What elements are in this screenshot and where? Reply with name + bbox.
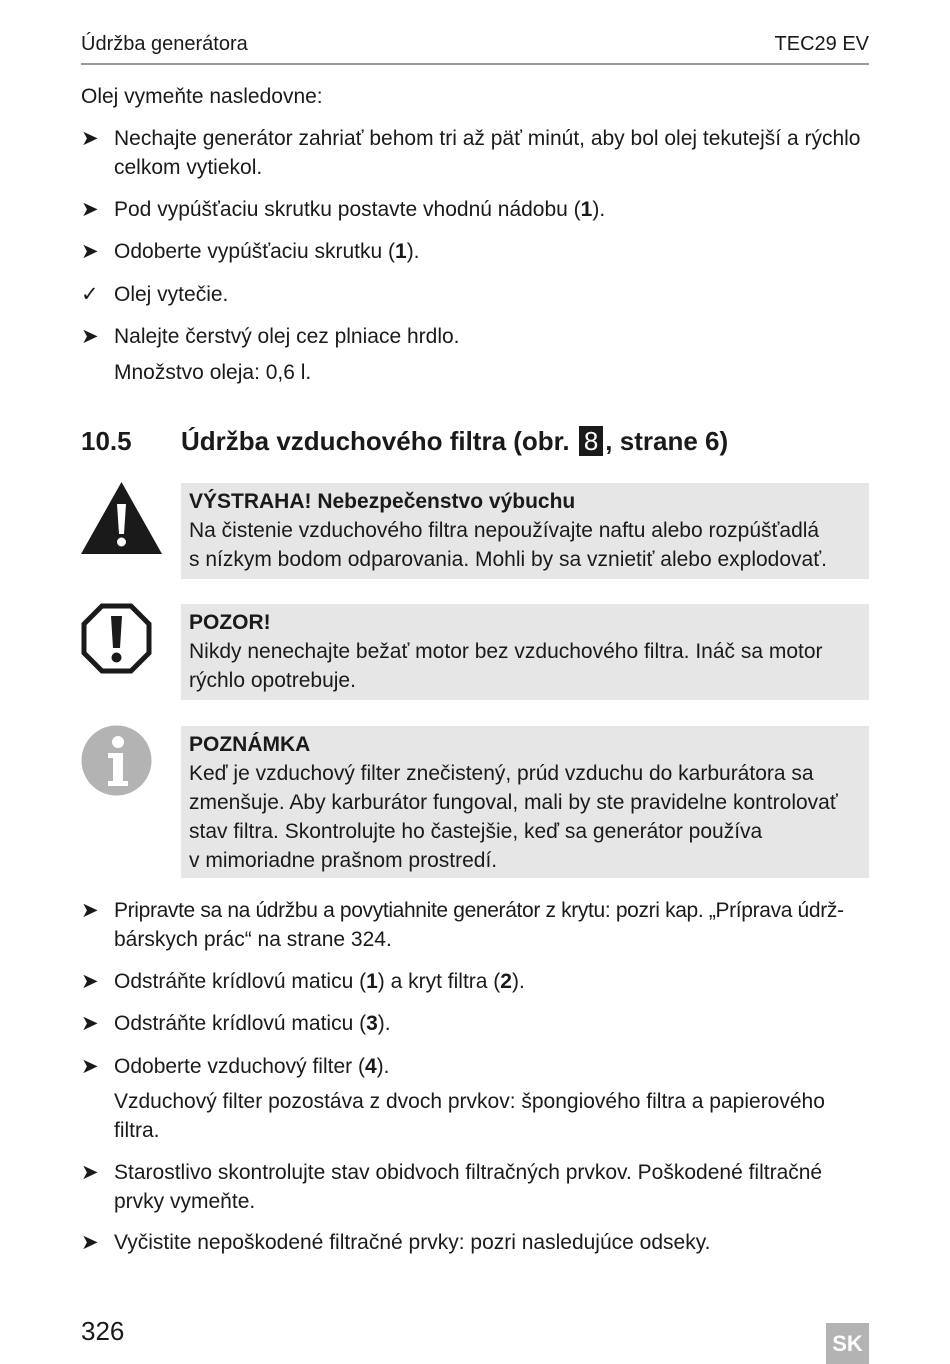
checkmark-icon: ✓ <box>81 283 99 306</box>
warning-title: VÝSTRAHA! Nebezpečenstvo výbuchu <box>189 490 576 513</box>
notice-line: v mimoriadne prašnom prostredí. <box>189 849 498 872</box>
notice-box <box>181 726 869 878</box>
notice-line: Keď je vzduchový filter znečistený, prúd vzduchu do karburátora sa <box>189 762 814 785</box>
arrow-bullet-icon: ➤ <box>81 240 99 263</box>
step-text: Odoberte vzduchový filter (4). <box>114 1055 390 1078</box>
step-prepare <box>81 896 871 954</box>
step-text: Odoberte vypúšťaciu skrutku (1). <box>114 240 420 263</box>
page-header-left: Údržba generátora <box>81 33 248 55</box>
step-text: Odstráňte krídlovú maticu (3). <box>114 1012 391 1035</box>
language-badge: SK <box>826 1323 869 1364</box>
oil-amount: Množstvo oleja: 0,6 l. <box>114 361 312 384</box>
section-number: 10.5 <box>81 426 132 456</box>
page-number: 326 <box>81 1316 125 1346</box>
caution-line: Nikdy nenechajte bežať motor bez vzduchového filtra. Ináč sa motor <box>189 640 823 663</box>
step-text: Nalejte čerstvý olej cez plniace hrdlo. <box>114 325 460 348</box>
arrow-bullet-icon: ➤ <box>81 1055 99 1078</box>
caution-line: rýchlo opotrebuje. <box>189 669 356 692</box>
arrow-bullet-icon: ➤ <box>81 198 99 221</box>
filter-description: Vzduchový filter pozostáva z dvoch prvkov: špongiového filtra a papierového filtra. <box>114 1090 825 1142</box>
warning-box <box>181 483 869 579</box>
section-title: Údržba vzduchového filtra (obr. 8 , strane 6) <box>181 426 729 456</box>
step-text: Odstráňte krídlovú maticu (1) a kryt filtra (2). <box>114 970 525 993</box>
arrow-bullet-icon: ➤ <box>81 325 99 348</box>
warning-line: s nízkym bodom odparovania. Mohli by sa vznietiť alebo explodovať. <box>189 548 827 571</box>
warning-triangle-icon <box>81 482 162 554</box>
arrow-bullet-icon: ➤ <box>81 127 99 150</box>
arrow-bullet-icon: ➤ <box>81 1161 99 1184</box>
notice-line: zmenšuje. Aby karburátor fungoval, mali by ste pravidelne kontrolovať <box>189 791 838 814</box>
step-text: Olej vytečie. <box>114 283 229 306</box>
figure-reference: 8 <box>579 426 603 456</box>
step-remove-filter <box>81 1052 871 1081</box>
step-text: Starostlivo skontrolujte stav obidvoch filtračných prvkov. Poškodené filtračné prvky vymeňte. <box>114 1161 823 1213</box>
step-fill-oil <box>81 322 871 351</box>
info-icon <box>81 725 152 796</box>
step-remove-wing-nut <box>81 1009 871 1038</box>
step-container <box>81 195 871 224</box>
notice-line: stav filtra. Skontrolujte ho častejšie, keď sa generátor používa <box>189 820 763 843</box>
caution-box <box>181 604 869 700</box>
notice-title: POZNÁMKA <box>189 733 311 756</box>
arrow-bullet-icon: ➤ <box>81 1012 99 1035</box>
caution-title: POZOR! <box>189 611 271 634</box>
step-remove-wing-nut-cover <box>81 967 871 996</box>
step-inspect <box>81 1158 871 1216</box>
header-rule <box>81 63 869 65</box>
result-oil-drains <box>81 280 871 309</box>
intro-text: Olej vymeňte nasledovne: <box>81 85 323 108</box>
arrow-bullet-icon: ➤ <box>81 899 99 922</box>
arrow-bullet-icon: ➤ <box>81 970 99 993</box>
step-warm-up <box>81 124 871 182</box>
step-text: Pod vypúšťaciu skrutku postavte vhodnú nádobu (1). <box>114 198 606 221</box>
warning-line: Na čistenie vzduchového filtra nepoužívajte naftu alebo rozpúšťadlá <box>189 519 820 542</box>
arrow-bullet-icon: ➤ <box>81 1231 99 1254</box>
step-text: Vyčistite nepoškodené filtračné prvky: pozri nasledujúce odseky. <box>114 1231 711 1254</box>
step-remove-screw <box>81 237 871 266</box>
page-header-right: TEC29 EV <box>774 33 869 55</box>
caution-octagon-icon <box>81 603 152 674</box>
step-text: Pripravte sa na údržbu a povytiahnite generátor z krytu: pozri kap. „Príprava údrž- bárskych prác“ na strane 324. <box>114 899 844 951</box>
step-text: Nechajte generátor zahriať behom tri až päť minút, aby bol olej tekutejší a rýchlo celkom vytiekol. <box>114 127 861 179</box>
step-clean <box>81 1228 871 1257</box>
